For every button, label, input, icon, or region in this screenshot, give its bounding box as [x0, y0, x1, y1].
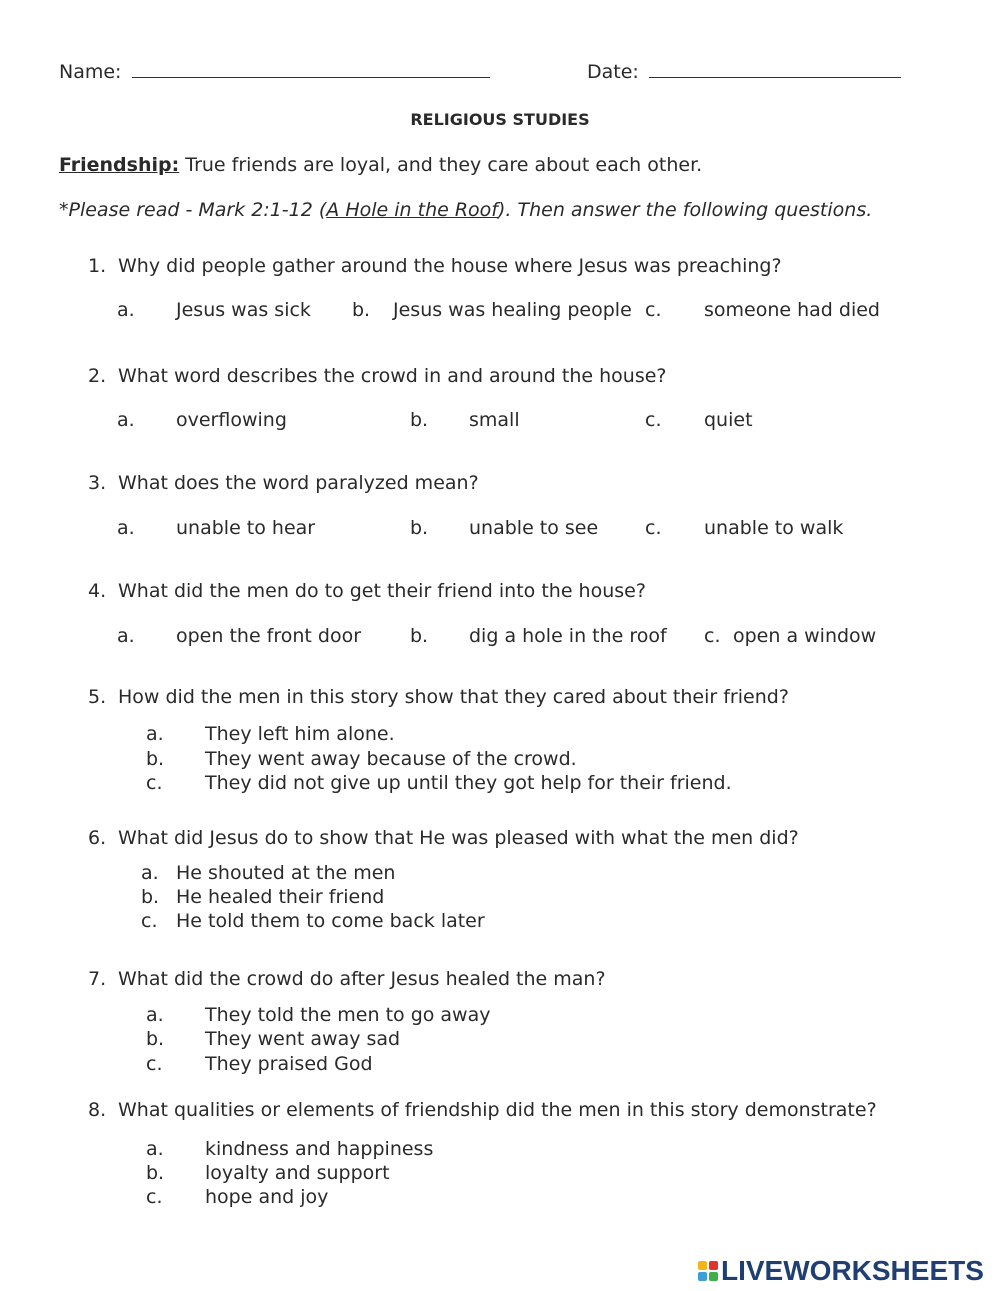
q2-option-c-text[interactable]: quiet: [704, 409, 753, 431]
q5-option-a-text[interactable]: They left him alone.: [205, 723, 395, 745]
q1-option-a-text[interactable]: Jesus was sick: [176, 299, 311, 321]
instruction-suffix: ). Then answer the following questions.: [497, 199, 873, 221]
q3-option-a-letter[interactable]: a.: [117, 517, 135, 539]
q6-option-c-letter[interactable]: c.: [141, 910, 158, 932]
q7-option-b-letter[interactable]: b.: [146, 1028, 165, 1050]
q7-option-c-letter[interactable]: c.: [146, 1053, 163, 1075]
q2-option-b-letter[interactable]: b.: [410, 409, 429, 431]
q8-option-a-letter[interactable]: a.: [146, 1138, 164, 1160]
q1-option-b-letter[interactable]: b.: [352, 299, 371, 321]
q5-option-c-text[interactable]: They did not give up until they got help for their friend.: [205, 772, 732, 794]
q3-option-c-text[interactable]: unable to walk: [704, 517, 844, 539]
logo-block-4: [709, 1272, 718, 1281]
q4-option-c-letter[interactable]: c.: [704, 625, 721, 647]
q1-option-b-text[interactable]: Jesus was healing people: [393, 299, 632, 321]
question-3-number: 3.: [88, 472, 107, 494]
instruction-line: [59, 198, 872, 222]
q3-option-b-letter[interactable]: b.: [410, 517, 429, 539]
q4-option-b-text[interactable]: dig a hole in the roof: [469, 625, 667, 647]
q8-option-c-letter[interactable]: c.: [146, 1186, 163, 1208]
q8-option-c-text[interactable]: hope and joy: [205, 1186, 329, 1208]
q1-option-a-letter[interactable]: a.: [117, 299, 135, 321]
question-5-number: 5.: [88, 686, 107, 708]
question-5-text: How did the men in this story show that they cared about their friend?: [118, 686, 789, 708]
question-8-number: 8.: [88, 1099, 107, 1121]
q8-option-b-text[interactable]: loyalty and support: [205, 1162, 390, 1184]
logo-block-2: [709, 1261, 718, 1270]
question-6-text: What did Jesus do to show that He was pleased with what the men did?: [118, 827, 799, 849]
q6-option-b-text[interactable]: He healed their friend: [176, 886, 385, 908]
question-6-number: 6.: [88, 827, 107, 849]
question-4-text: What did the men do to get their friend into the house?: [118, 580, 646, 602]
page-title: RELIGIOUS STUDIES: [410, 110, 590, 129]
q2-option-b-text[interactable]: small: [469, 409, 520, 431]
name-blank-line[interactable]: [132, 59, 490, 78]
question-7-text: What did the crowd do after Jesus healed the man?: [118, 968, 606, 990]
question-2-text: What word describes the crowd in and around the house?: [118, 365, 667, 387]
question-7-number: 7.: [88, 968, 107, 990]
q4-option-a-text[interactable]: open the front door: [176, 625, 362, 647]
q6-option-a-text[interactable]: He shouted at the men: [176, 862, 396, 884]
q2-option-a-letter[interactable]: a.: [117, 409, 135, 431]
q3-option-a-text[interactable]: unable to hear: [176, 517, 316, 539]
q7-option-c-text[interactable]: They praised God: [205, 1053, 373, 1075]
instruction-prefix: *Please read - Mark 2:1-12 (: [59, 199, 327, 221]
q5-option-a-letter[interactable]: a.: [146, 723, 164, 745]
q5-option-b-letter[interactable]: b.: [146, 748, 165, 770]
q3-option-c-letter[interactable]: c.: [645, 517, 662, 539]
question-1-text: Why did people gather around the house where Jesus was preaching?: [118, 255, 782, 277]
question-3-text: What does the word paralyzed mean?: [118, 472, 479, 494]
q5-option-c-letter[interactable]: c.: [146, 772, 163, 794]
question-4-number: 4.: [88, 580, 107, 602]
q3-option-b-text[interactable]: unable to see: [469, 517, 599, 539]
q2-option-c-letter[interactable]: c.: [645, 409, 662, 431]
q8-option-b-letter[interactable]: b.: [146, 1162, 165, 1184]
date-blank-line[interactable]: [649, 59, 901, 78]
q5-option-b-text[interactable]: They went away because of the crowd.: [205, 748, 577, 770]
q2-option-a-text[interactable]: overflowing: [176, 409, 287, 431]
q7-option-b-text[interactable]: They went away sad: [205, 1028, 401, 1050]
date-field[interactable]: [587, 59, 901, 84]
name-field[interactable]: [59, 59, 490, 84]
question-8-text: What qualities or elements of friendship did the men in this story demonstrate?: [118, 1099, 877, 1121]
q1-option-c-text[interactable]: someone had died: [704, 299, 880, 321]
instruction-reference: A Hole in the Roof: [326, 199, 498, 221]
topic-label: Friendship:: [59, 154, 180, 176]
topic-line: [59, 153, 702, 177]
q6-option-c-text[interactable]: He told them to come back later: [176, 910, 485, 932]
q7-option-a-text[interactable]: They told the men to go away: [205, 1004, 491, 1026]
liveworksheets-logo: [698, 1256, 984, 1286]
name-label: Name:: [59, 61, 122, 83]
q6-option-a-letter[interactable]: a.: [141, 862, 159, 884]
q6-option-b-letter[interactable]: b.: [141, 886, 160, 908]
topic-text: True friends are loyal, and they care about each other.: [179, 154, 703, 176]
logo-blocks-icon: [698, 1261, 718, 1281]
q7-option-a-letter[interactable]: a.: [146, 1004, 164, 1026]
logo-text: LIVEWORKSHEETS: [721, 1255, 984, 1286]
logo-block-3: [698, 1272, 707, 1281]
q1-option-c-letter[interactable]: c.: [645, 299, 662, 321]
date-label: Date:: [587, 61, 639, 83]
q8-option-a-text[interactable]: kindness and happiness: [205, 1138, 434, 1160]
q4-option-b-letter[interactable]: b.: [410, 625, 429, 647]
question-2-number: 2.: [88, 365, 107, 387]
q4-option-c-text[interactable]: open a window: [733, 625, 877, 647]
question-1-number: 1.: [88, 255, 107, 277]
logo-block-1: [698, 1261, 707, 1270]
q4-option-a-letter[interactable]: a.: [117, 625, 135, 647]
